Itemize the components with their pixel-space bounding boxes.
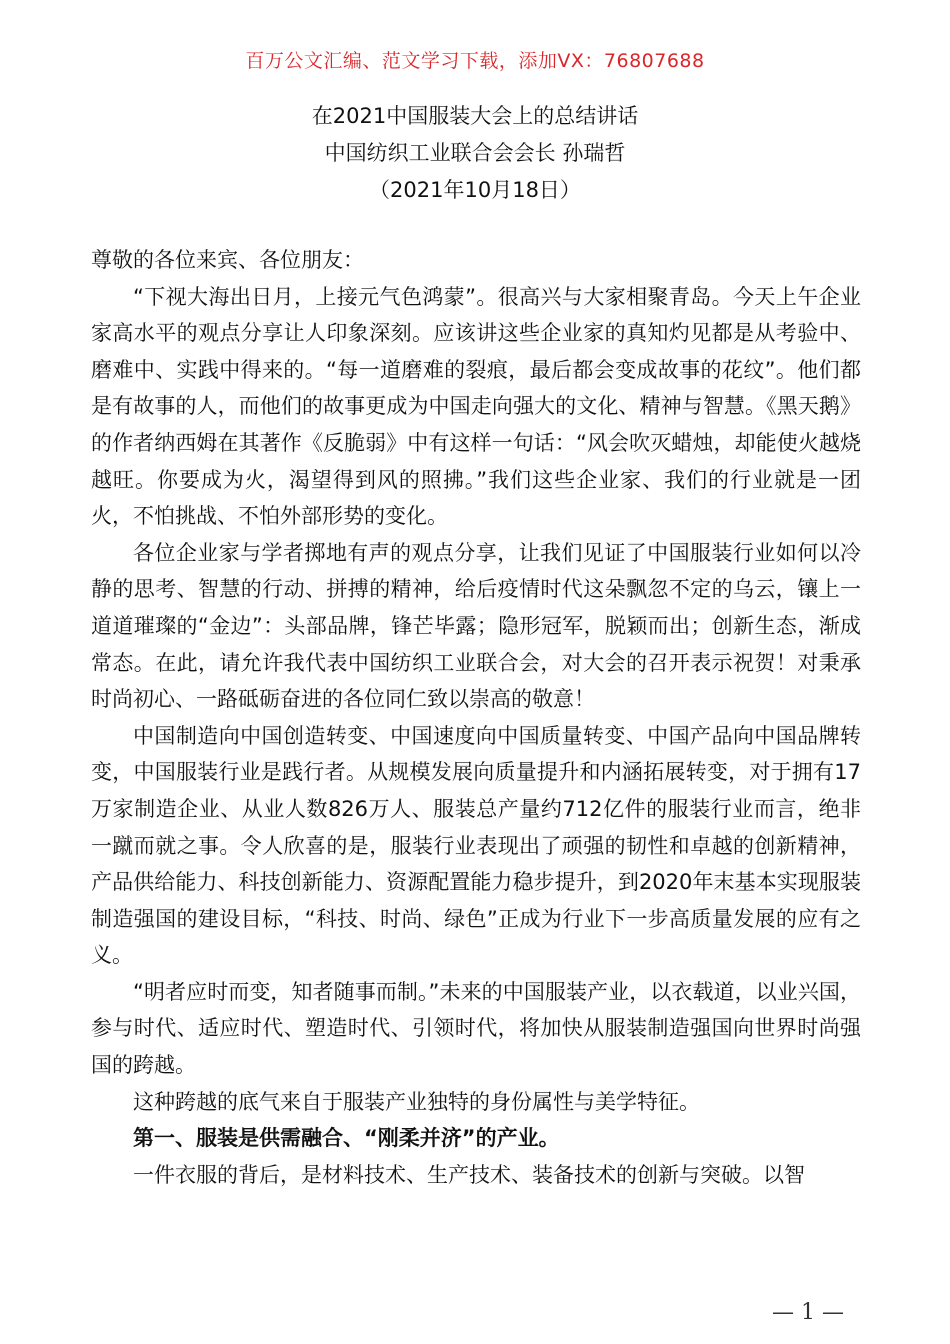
salutation: 尊敬的各位来宾、各位朋友： bbox=[91, 248, 364, 272]
paragraph-2: 各位企业家与学者掷地有声的观点分享，让我们见证了中国服装行业如何以冷静的思考、智慧的行动、拼搏的精神，给后疫情时代这朵飘忽不定的乌云，镶上一道道璀璨的“金边”：头部品牌，锋芒毕露；隐形冠军，脱颖而出；创新生态，渐成常态。在此，请允许我代表中国纺织工业联合会，对大会的召开表示祝贺！对秉承时尚初心、一路砥砺奋进的各位同仁致以崇高的敬意！ bbox=[91, 540, 861, 712]
section-heading-1: 第一、服装是供需融合、“刚柔并济”的产业。 bbox=[133, 1126, 560, 1151]
paragraph-3: 中国制造向中国创造转变、中国速度向中国质量转变、中国产品向中国品牌转变，中国服装行业是践行者。从规模发展向质量提升和内涵拓展转变，对于拥有17万家制造企业、从业人数826万人、服装总产量约712亿件的服装行业而言，绝非一蹴而就之事。令人欣喜的是，服装行业表现出了顽强的韧性和卓越的创新精神，产品供给能力、科技创新能力、资源配置能力稳步提升，到2020年末基本实现服装制造强国的建设目标，“科技、时尚、绿色”正成为行业下一步高质量发展的应有之义。 bbox=[91, 723, 861, 968]
paragraph-1: “下视大海出日月，上接元气色鸿蒙”。很高兴与大家相聚青岛。今天上午企业家高水平的观点分享让人印象深刻。应该讲这些企业家的真知灼见都是从考验中、磨难中、实践中得来的。“每一道磨难的裂痕，最后都会变成故事的花纹”。他们都是有故事的人，而他们的故事更成为中国走向强大的文化、精神与智慧。《黑天鹅》的作者纳西姆在其著作《反脆弱》中有这样一句话：“风会吹灭蜡烛，却能使火越烧越旺。你要成为火，渴望得到风的照拂。”我们这些企业家、我们的行业就是一团火，不怕挑战、不怕外部形势的变化。 bbox=[91, 284, 861, 529]
document-body bbox=[91, 242, 861, 1193]
paragraph-6: 一件衣服的背后，是材料技术、生产技术、装备技术的创新与突破。以智 bbox=[133, 1162, 805, 1187]
document-header bbox=[0, 98, 950, 209]
document-title: 在2021中国服装大会上的总结讲话 bbox=[311, 104, 639, 128]
paragraph-4: “明者应时而变，知者随事而制。”未来的中国服装产业，以衣载道，以业兴国，参与时代、适应时代、塑造时代、引领时代，将加快从服装制造强国向世界时尚强国的跨越。 bbox=[91, 979, 861, 1078]
document-date: （2021年10月18日） bbox=[369, 178, 581, 202]
paragraph-5: 这种跨越的底气来自于服装产业独特的身份属性与美学特征。 bbox=[133, 1089, 700, 1114]
promo-banner: 百万公文汇编、范文学习下载，添加VX：76807688 bbox=[245, 50, 705, 72]
page-number: — 1 — bbox=[772, 1300, 844, 1325]
document-author: 中国纺织工业联合会会长 孙瑞哲 bbox=[324, 141, 626, 165]
